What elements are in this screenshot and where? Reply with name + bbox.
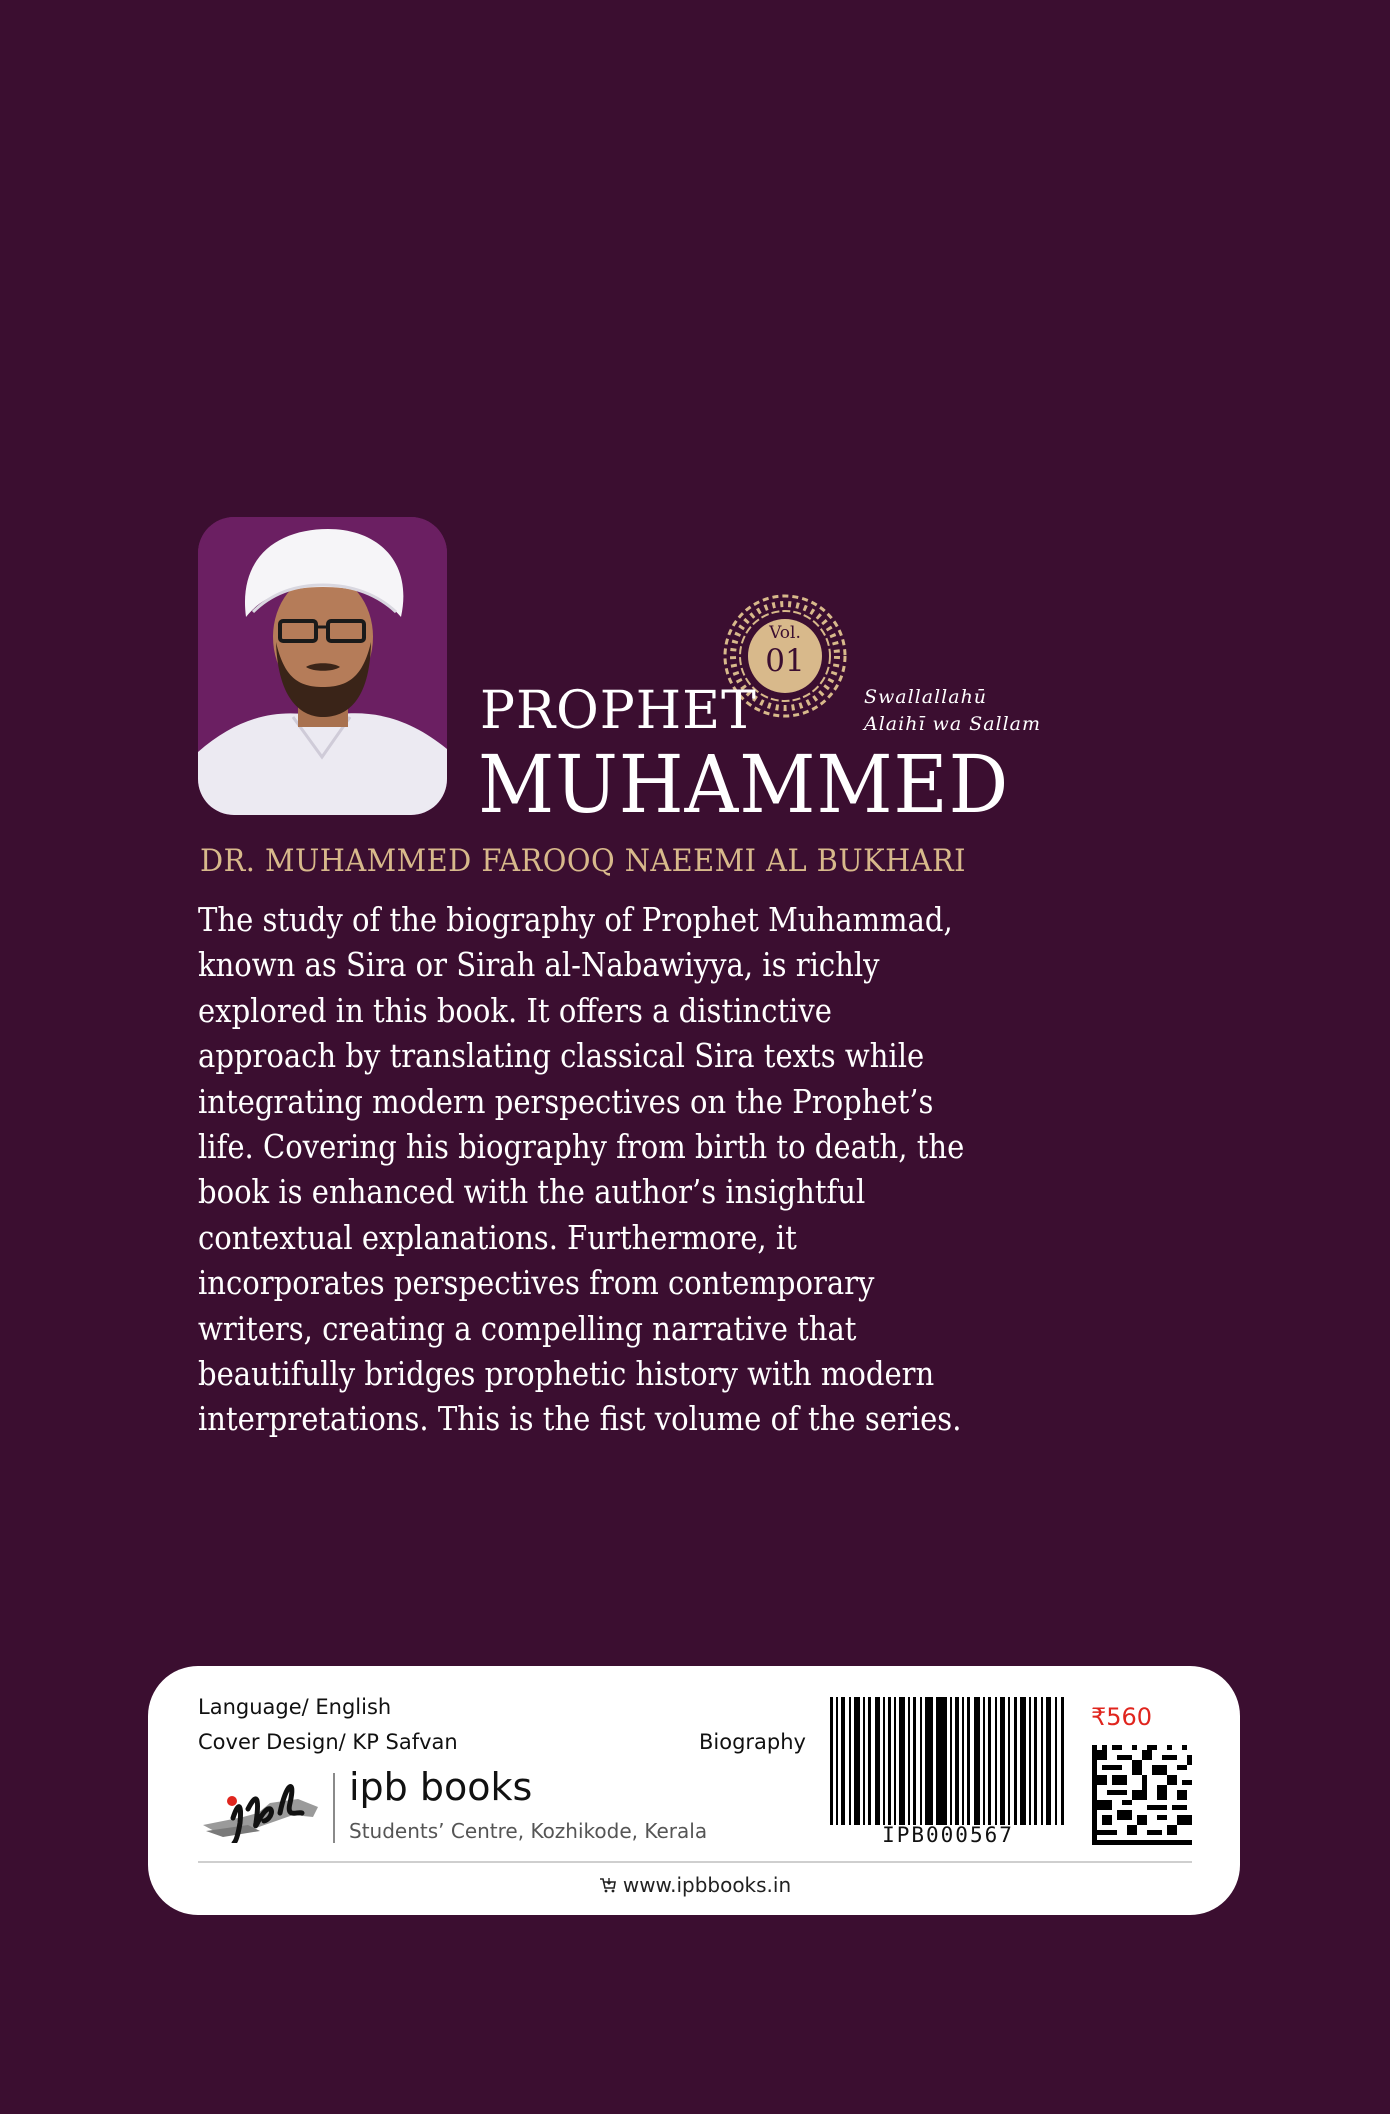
language-label: Language/ English [198, 1695, 392, 1719]
qr-code [1092, 1745, 1192, 1845]
category-label: Biography [699, 1730, 806, 1754]
book-title: MUHAMMED [478, 738, 1010, 831]
cover-design-credit: Cover Design/ KP Safvan [198, 1730, 458, 1754]
blurb-line: approach by translating classical Sira texts while [198, 1036, 925, 1076]
blurb-line: interpretations. This is the fist volume of the series. [198, 1399, 962, 1439]
publisher-address: Students’ Centre, Kozhikode, Kerala [349, 1819, 708, 1843]
blurb-line: incorporates perspectives from contemporary [198, 1263, 875, 1303]
volume-number: 01 [765, 643, 805, 679]
blurb-line: integrating modern perspectives on the Prophet’s [198, 1081, 934, 1121]
publisher-logo [198, 1773, 323, 1843]
blurb-line: writers, creating a compelling narrative that [198, 1308, 857, 1348]
panel-divider [198, 1861, 1192, 1863]
blurb-line: explored in this book. It offers a distinctive [198, 990, 832, 1030]
blurb-line: beautifully bridges prophetic history with modern [198, 1354, 935, 1394]
website-line [198, 1871, 1192, 1901]
website-link[interactable]: www.ipbbooks.in [622, 1873, 792, 1897]
barcode-icon [830, 1697, 1066, 1825]
barcode-label: IPB000567 [882, 1823, 1014, 1847]
salutation [864, 684, 1041, 738]
blurb-line: known as Sira or Sirah al-Nabawiyya, is richly [198, 945, 880, 985]
book-blurb [198, 897, 1078, 1442]
salutation-line-1: Swallallahū [864, 686, 988, 708]
author-portrait-icon [198, 517, 447, 815]
publisher-name: ipb books [349, 1765, 533, 1809]
blurb-line: life. Covering his biography from birth to death, the [198, 1127, 965, 1167]
salutation-line-2: Alaihī wa Sallam [864, 713, 1042, 735]
barcode [830, 1697, 1066, 1825]
author-photo [198, 517, 447, 815]
cart-icon [599, 1873, 617, 1901]
ipb-logo-icon [198, 1773, 323, 1843]
qr-code-icon [1092, 1745, 1192, 1845]
author-name: DR. MUHAMMED FAROOQ NAEEMI AL BUKHARI [200, 843, 967, 879]
price: ₹560 [1091, 1703, 1153, 1731]
blurb-line: contextual explanations. Furthermore, it [198, 1217, 797, 1257]
blurb-line: The study of the biography of Prophet Muhammad, [198, 900, 953, 939]
title-prefix: PROPHET [480, 681, 757, 741]
blurb-line: book is enhanced with the author’s insightful [198, 1172, 866, 1212]
volume-label: Vol. [769, 623, 801, 643]
logo-divider [333, 1773, 335, 1843]
